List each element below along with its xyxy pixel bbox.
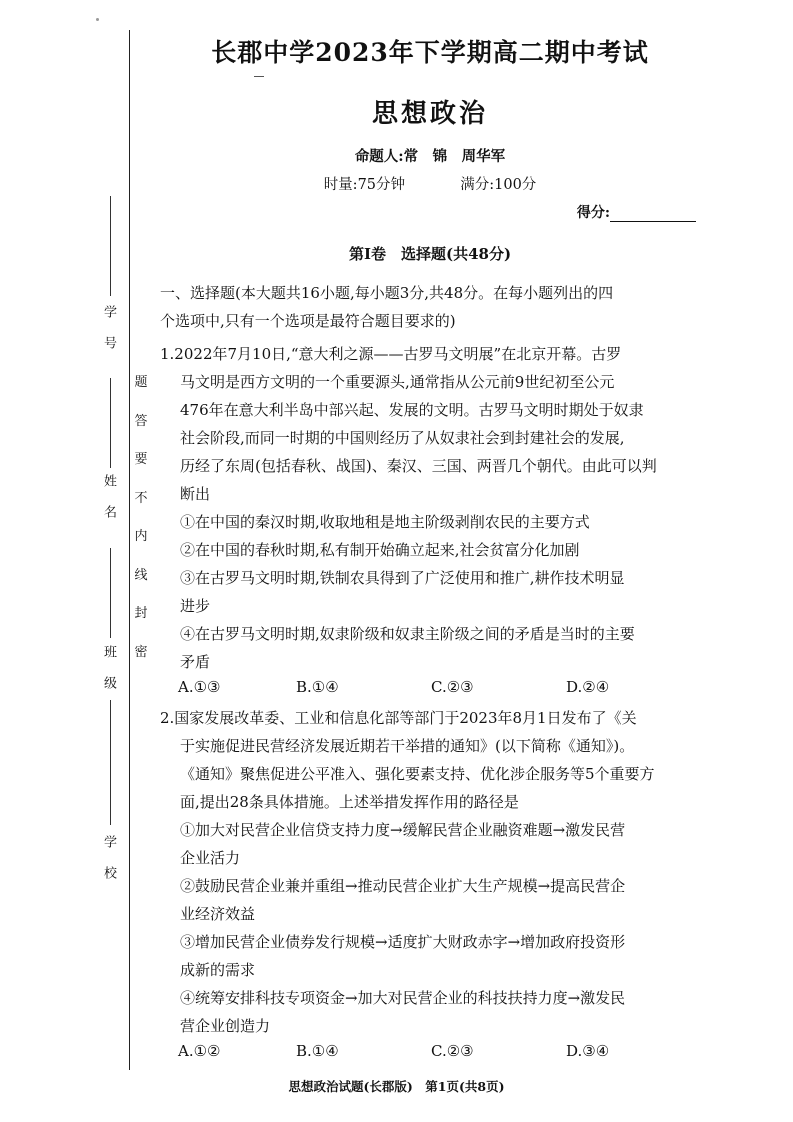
decorative-dash — [254, 76, 264, 77]
full-score: 满分:100分 — [460, 177, 537, 193]
question-line: 1.2022年7月10日,“意大利之源——古罗马文明展”在北京开幕。古罗 — [160, 345, 622, 363]
class-field-line — [110, 548, 111, 638]
question-line: 马文明是西方文明的一个重要源头,通常指从公元前9世纪初至公元 — [180, 373, 615, 391]
question-line: 面,提出28条具体措施。上述举措发挥作用的路径是 — [180, 793, 519, 811]
statement-line: ③在古罗马文明时期,铁制农具得到了广泛使用和推广,耕作技术明显 — [180, 569, 625, 587]
student-no-label: 学号 — [101, 305, 116, 367]
student-no-field-line — [110, 196, 111, 296]
question-line: 于实施促进民营经济发展近期若干举措的通知》(以下简称《通知》)。 — [180, 737, 635, 755]
binding-line — [129, 30, 130, 1070]
option-a[interactable]: A.①② — [178, 1042, 221, 1060]
time-info — [160, 173, 700, 194]
section-title: 第Ⅰ卷 选择题(共48分) — [348, 245, 512, 263]
school-field-line — [110, 700, 111, 825]
statement-line: 矛盾 — [180, 653, 211, 671]
question-line: 476年在意大利半岛中部兴起、发展的文明。古罗马文明时期处于奴隶 — [180, 401, 644, 419]
question-line: 历经了东周(包括春秋、战国)、秦汉、三国、两晋几个朝代。由此可以判 — [180, 457, 657, 475]
statement-line: 成新的需求 — [180, 961, 256, 979]
statement-line: ①加大对民营企业信贷支持力度→缓解民营企业融资难题→激发民营 — [180, 821, 626, 839]
option-a[interactable]: A.①③ — [178, 678, 221, 696]
question-2 — [160, 704, 700, 1040]
statement-line: ④统筹安排科技专项资金→加大对民营企业的科技扶持力度→激发民 — [180, 989, 626, 1007]
statement-line: 进步 — [180, 597, 211, 615]
statement-line: ④在古罗马文明时期,奴隶阶级和奴隶主阶级之间的矛盾是当时的主要 — [180, 625, 635, 643]
margin-dot — [96, 18, 99, 21]
option-d[interactable]: D.②④ — [566, 678, 610, 696]
authors: 命题人:常 锦 周华军 — [354, 148, 506, 165]
section-instructions — [160, 279, 700, 335]
score-blank[interactable] — [610, 207, 696, 222]
question-line: 《通知》聚焦促进公平准入、强化要素支持、优化涉企服务等5个重要方 — [180, 765, 655, 783]
option-b[interactable]: B.①④ — [296, 678, 339, 696]
score-label: 得分: — [576, 205, 610, 221]
question-2-options — [178, 1042, 698, 1060]
exam-title: 长郡中学2023年下学期高二期中考试 — [211, 38, 649, 67]
option-c[interactable]: C.②③ — [431, 678, 474, 696]
question-1 — [160, 340, 700, 676]
statement-line: ②在中国的春秋时期,私有制开始确立起来,社会贫富分化加剧 — [180, 541, 580, 559]
school-label: 学校 — [101, 835, 116, 897]
option-d[interactable]: D.③④ — [566, 1042, 610, 1060]
page-footer: 思想政治试题(长郡版) 第1页(共8页) — [288, 1079, 505, 1094]
statement-line: 营企业创造力 — [180, 1017, 271, 1035]
question-line: 断出 — [180, 485, 211, 503]
statement-line: 业经济效益 — [180, 905, 256, 923]
question-line: 2.国家发展改革委、工业和信息化部等部门于2023年8月1日发布了《关 — [160, 709, 637, 727]
option-c[interactable]: C.②③ — [431, 1042, 474, 1060]
score-field[interactable] — [577, 202, 696, 222]
question-line: 社会阶段,而同一时期的中国则经历了从奴隶社会到封建社会的发展, — [180, 429, 625, 447]
question-1-options — [178, 678, 698, 696]
statement-line: ③增加民营企业债券发行规模→适度扩大财政赤字→增加政府投资形 — [180, 933, 626, 951]
option-b[interactable]: B.①④ — [296, 1042, 339, 1060]
instruction-line: 一、选择题(本大题共16小题,每小题3分,共48分。在每小题列出的四 — [160, 284, 614, 302]
subject-title: 思想政治 — [371, 99, 488, 129]
statement-line: 企业活力 — [180, 849, 241, 867]
class-label: 班级 — [101, 645, 116, 707]
time-limit: 时量:75分钟 — [323, 177, 406, 193]
statement-line: ②鼓励民营企业兼并重组→推动民营企业扩大生产规模→提高民营企 — [180, 877, 626, 895]
instruction-line: 个选项中,只有一个选项是最符合题目要求的) — [160, 312, 456, 330]
seal-line-warning: 题 答 要 不 内 线 封 密 — [134, 375, 148, 660]
name-label: 姓名 — [101, 474, 116, 536]
name-field-line — [110, 378, 111, 468]
statement-line: ①在中国的秦汉时期,收取地租是地主阶级剥削农民的主要方式 — [180, 513, 590, 531]
